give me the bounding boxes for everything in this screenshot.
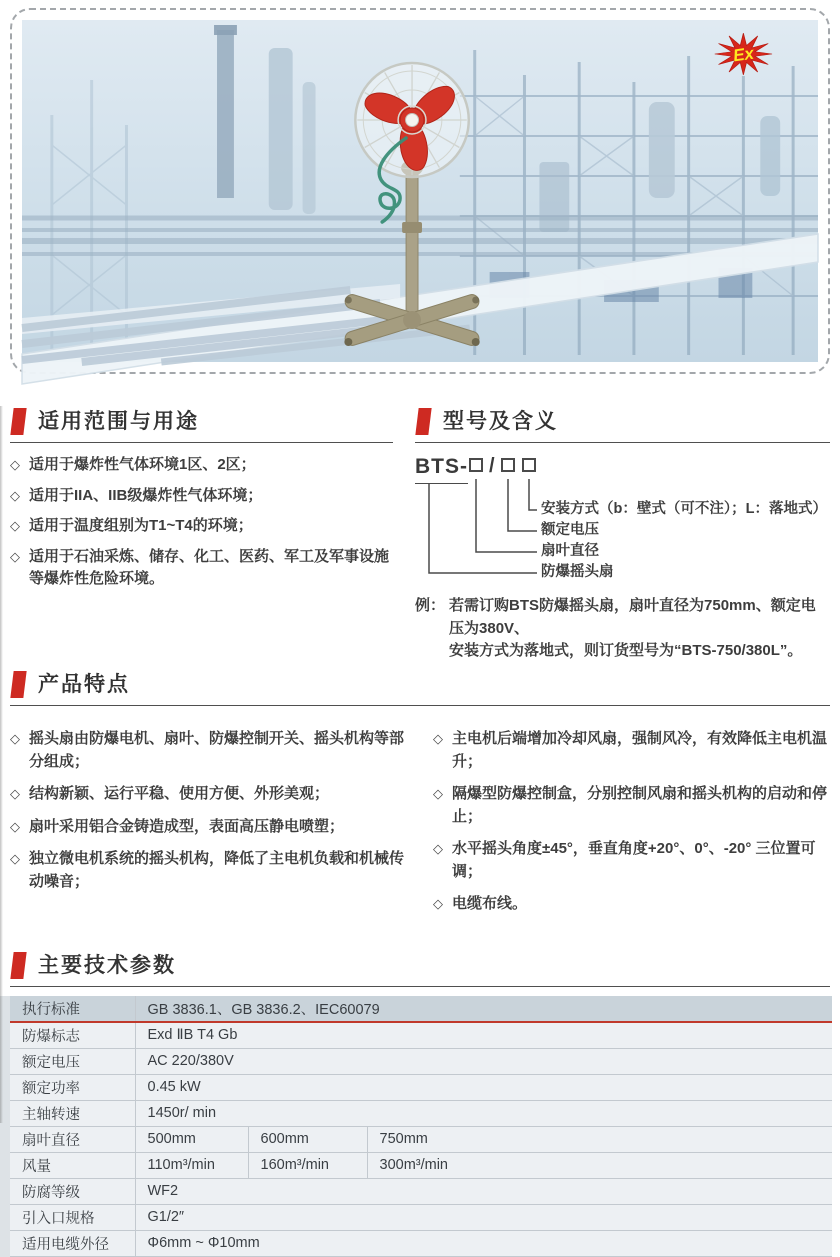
param-value-cell: 160m³/min bbox=[248, 1152, 367, 1178]
page-edge-shadow bbox=[0, 406, 3, 1123]
distillation-column bbox=[269, 48, 293, 210]
param-value-cell: 1450r/ min bbox=[135, 1100, 832, 1126]
params-table-wrap bbox=[0, 996, 832, 1257]
param-value-cell: WF2 bbox=[135, 1178, 832, 1204]
param-value-cell: 110m³/min bbox=[135, 1152, 248, 1178]
bullet-text: 结构新颖、运行平稳、使用方便、外形美观； bbox=[29, 785, 330, 802]
param-value-cell: GB 3836.1、GB 3836.2、IEC60079 bbox=[135, 996, 832, 1022]
ordering-example bbox=[415, 595, 830, 663]
param-value-cell: Exd ⅡB T4 Gb bbox=[135, 1022, 832, 1049]
param-label-cell: 执行标准 bbox=[10, 996, 135, 1022]
param-label-cell: 引入口规格 bbox=[10, 1204, 135, 1230]
red-bar-icon bbox=[10, 952, 26, 979]
param-label-cell: 风量 bbox=[10, 1152, 135, 1178]
bullet-text: 适用于温度组别为T1~T4的环境； bbox=[29, 517, 253, 534]
bullet-text: 摇头扇由防爆电机、扇叶、防爆控制开关、摇头机构等部分组成； bbox=[29, 730, 405, 770]
table-row bbox=[10, 1204, 832, 1230]
chimney bbox=[217, 30, 234, 198]
list-item bbox=[10, 848, 407, 893]
list-item bbox=[10, 546, 393, 591]
param-value-cell: 500mm bbox=[135, 1126, 248, 1152]
model-section-header bbox=[415, 408, 830, 443]
list-item bbox=[433, 728, 830, 773]
diagram-label-voltage: 额定电压 bbox=[541, 522, 599, 538]
bullet-text: 适用于IIA、IIB级爆炸性气体环境； bbox=[29, 486, 263, 504]
diagram-connector-lines bbox=[415, 455, 835, 589]
features-right-list bbox=[433, 728, 830, 926]
section-title: 适用范围与用途 bbox=[38, 410, 199, 433]
diamond-bullet-icon: ◇ bbox=[433, 896, 443, 911]
bullet-text: 适用于石油采炼、储存、化工、医药、军工及军事设施等爆炸性危险环境。 bbox=[29, 547, 390, 587]
table-row bbox=[10, 996, 832, 1022]
example-line: 安装方式为落地式，则订货型号为“BTS-750/380L”。 bbox=[449, 642, 803, 659]
diamond-bullet-icon: ◇ bbox=[10, 518, 20, 533]
section-params bbox=[0, 952, 840, 1257]
params-table bbox=[10, 996, 832, 1257]
list-item bbox=[433, 838, 830, 883]
model-slash: / bbox=[489, 455, 496, 477]
section-model bbox=[415, 408, 830, 659]
diamond-bullet-icon: ◇ bbox=[10, 731, 20, 746]
bullet-text: 电缆布线。 bbox=[452, 895, 528, 912]
model-prefix: BTS- bbox=[415, 455, 468, 484]
bullet-text: 水平摇头角度±45°，垂直角度+20°、0°、-20° 三位置可调； bbox=[452, 840, 816, 880]
product-photo bbox=[22, 20, 818, 362]
table-row bbox=[10, 1152, 832, 1178]
param-value-cell: Φ6mm ~ Φ10mm bbox=[135, 1230, 832, 1256]
param-value-cell: 0.45 kW bbox=[135, 1074, 832, 1100]
example-line: 若需订购BTS防爆摇头扇，扇叶直径为750mm、额定电压为380V、 bbox=[449, 597, 816, 637]
diagram-label-diameter: 扇叶直径 bbox=[541, 543, 599, 559]
red-bar-icon bbox=[415, 408, 431, 435]
param-value-cell: G1/2″ bbox=[135, 1204, 832, 1230]
diamond-bullet-icon: ◇ bbox=[433, 841, 443, 856]
usage-section-header bbox=[10, 408, 393, 443]
section-title: 主要技术参数 bbox=[38, 953, 176, 977]
param-value-cell: 600mm bbox=[248, 1126, 367, 1152]
param-label-cell: 防腐等级 bbox=[10, 1178, 135, 1204]
diamond-bullet-icon: ◇ bbox=[433, 786, 443, 801]
usage-list bbox=[10, 454, 393, 591]
bullet-text: 独立微电机系统的摇头机构，降低了主电机负载和机械传动噪音； bbox=[29, 850, 405, 890]
diamond-bullet-icon: ◇ bbox=[10, 487, 20, 503]
table-row bbox=[10, 1022, 832, 1049]
list-item bbox=[10, 816, 407, 839]
photo-dashed-frame bbox=[10, 8, 830, 374]
bullet-text: 主电机后端增加冷却风扇，强制风冷，有效降低主电机温升； bbox=[452, 730, 828, 770]
table-row bbox=[10, 1178, 832, 1204]
table-row bbox=[10, 1100, 832, 1126]
table-row bbox=[10, 1074, 832, 1100]
diamond-bullet-icon: ◇ bbox=[10, 457, 20, 472]
list-item bbox=[10, 454, 393, 477]
param-value-cell: 300m³/min bbox=[367, 1152, 832, 1178]
section-usage bbox=[10, 408, 393, 640]
param-label-cell: 防爆标志 bbox=[10, 1022, 135, 1049]
diagram-label-mount: 安装方式（b：壁式（可不注）；L：落地式） bbox=[541, 501, 827, 517]
table-row bbox=[10, 1048, 832, 1074]
diamond-bullet-icon: ◇ bbox=[10, 818, 20, 834]
section-features bbox=[0, 671, 840, 926]
list-item bbox=[10, 728, 407, 773]
list-item bbox=[10, 515, 393, 538]
param-label-cell: 额定功率 bbox=[10, 1074, 135, 1100]
diamond-bullet-icon: ◇ bbox=[433, 731, 443, 746]
bullet-text: 扇叶采用铝合金铸造成型，表面高压静电喷塑； bbox=[29, 817, 345, 835]
bullet-text: 隔爆型防爆控制盒，分别控制风扇和摇头机构的启动和停止； bbox=[452, 785, 828, 825]
param-label-cell: 主轴转速 bbox=[10, 1100, 135, 1126]
param-value-cell: 750mm bbox=[367, 1126, 832, 1152]
red-bar-icon bbox=[10, 671, 26, 698]
diagram-label-fan: 防爆摇头扇 bbox=[541, 564, 614, 580]
diamond-bullet-icon: ◇ bbox=[10, 548, 20, 564]
features-section-header bbox=[10, 671, 830, 706]
list-item bbox=[433, 893, 830, 916]
red-bar-icon bbox=[10, 408, 26, 435]
ex-mark-label: Ex bbox=[731, 43, 755, 66]
list-item bbox=[10, 485, 393, 508]
param-label-cell: 额定电压 bbox=[10, 1048, 135, 1074]
list-item bbox=[10, 783, 407, 806]
list-item bbox=[433, 783, 830, 828]
param-value-cell: AC 220/380V bbox=[135, 1048, 832, 1074]
example-prefix: 例： bbox=[415, 597, 446, 614]
bullet-text: 适用于爆炸性气体环境1区、2区； bbox=[29, 456, 256, 473]
diamond-bullet-icon: ◇ bbox=[10, 786, 20, 801]
params-section-header bbox=[10, 952, 830, 987]
features-left-list bbox=[10, 728, 407, 926]
product-datasheet-page bbox=[0, 8, 840, 1253]
table-row bbox=[10, 1230, 832, 1256]
section-title: 产品特点 bbox=[38, 673, 130, 696]
param-label-cell: 扇叶直径 bbox=[10, 1126, 135, 1152]
model-code-diagram bbox=[415, 455, 830, 589]
param-label-cell: 适用电缆外径 bbox=[10, 1230, 135, 1256]
diamond-bullet-icon: ◇ bbox=[10, 851, 20, 866]
section-title: 型号及含义 bbox=[443, 410, 558, 433]
table-row bbox=[10, 1126, 832, 1152]
industrial-scene-illustration bbox=[22, 20, 818, 362]
